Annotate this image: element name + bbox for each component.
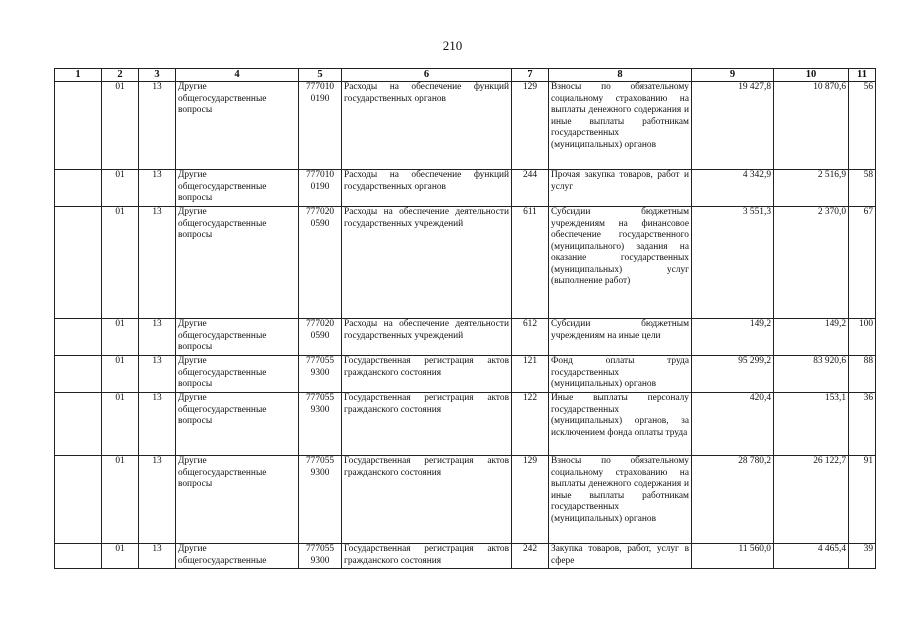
col-header-8: 8 bbox=[549, 69, 692, 82]
cell-percent: 88 bbox=[849, 356, 876, 393]
table-row bbox=[55, 544, 876, 569]
cell-subsection: 13 bbox=[139, 82, 176, 170]
cell-target-article: 777020 0590 bbox=[299, 319, 342, 356]
cell-actual: 26 122,7 bbox=[774, 456, 849, 544]
cell-target-article: 777010 0190 bbox=[299, 170, 342, 207]
table-row bbox=[55, 82, 876, 170]
cell-plan: 11 560,0 bbox=[692, 544, 774, 569]
cell-percent: 39 bbox=[849, 544, 876, 569]
col-header-4: 4 bbox=[176, 69, 299, 82]
cell-expense-type: 611 bbox=[512, 207, 549, 319]
col-header-2: 2 bbox=[102, 69, 139, 82]
cell-article-name: Государственная регистрация актов гражданского состояния bbox=[342, 544, 512, 569]
cell-col1 bbox=[55, 319, 102, 356]
cell-percent: 91 bbox=[849, 456, 876, 544]
cell-article-name: Расходы на обеспечение функций государственных органов bbox=[342, 170, 512, 207]
cell-expense-desc: Прочая закупка товаров, работ и услуг bbox=[549, 170, 692, 207]
cell-subsection: 13 bbox=[139, 393, 176, 456]
cell-plan: 95 299,2 bbox=[692, 356, 774, 393]
cell-section-name: Другие общегосударственные вопросы bbox=[176, 319, 299, 356]
col-header-11: 11 bbox=[849, 69, 876, 82]
cell-subsection: 13 bbox=[139, 319, 176, 356]
cell-expense-desc: Субсидии бюджетным учреждениям на финансовое обеспечение государственного (муниципального) задания на оказание государственных (муниципальных) услуг (выполнение работ) bbox=[549, 207, 692, 319]
col-header-1: 1 bbox=[55, 69, 102, 82]
budget-table bbox=[54, 68, 876, 569]
cell-article-name: Расходы на обеспечение деятельности государственных учреждений bbox=[342, 207, 512, 319]
col-header-9: 9 bbox=[692, 69, 774, 82]
cell-expense-type: 122 bbox=[512, 393, 549, 456]
cell-expense-desc: Иные выплаты персоналу государственных (муниципальных) органов, за исключением фонда оплаты труда bbox=[549, 393, 692, 456]
cell-section-name: Другие общегосударственные bbox=[176, 544, 299, 569]
cell-expense-desc: Субсидии бюджетным учреждениям на иные цели bbox=[549, 319, 692, 356]
cell-actual: 149,2 bbox=[774, 319, 849, 356]
cell-subsection: 13 bbox=[139, 356, 176, 393]
cell-actual: 4 465,4 bbox=[774, 544, 849, 569]
cell-col1 bbox=[55, 456, 102, 544]
cell-section-name: Другие общегосударственные вопросы bbox=[176, 456, 299, 544]
cell-actual: 2 370,0 bbox=[774, 207, 849, 319]
page-number: 210 bbox=[442, 38, 463, 53]
table-row bbox=[55, 356, 876, 393]
cell-section: 01 bbox=[102, 170, 139, 207]
cell-col1 bbox=[55, 82, 102, 170]
cell-plan: 149,2 bbox=[692, 319, 774, 356]
cell-expense-type: 129 bbox=[512, 456, 549, 544]
cell-col1 bbox=[55, 544, 102, 569]
cell-percent: 56 bbox=[849, 82, 876, 170]
col-header-3: 3 bbox=[139, 69, 176, 82]
cell-target-article: 777055 9300 bbox=[299, 544, 342, 569]
cell-col1 bbox=[55, 170, 102, 207]
cell-subsection: 13 bbox=[139, 170, 176, 207]
cell-target-article: 777055 9300 bbox=[299, 356, 342, 393]
cell-section-name: Другие общегосударственные вопросы bbox=[176, 393, 299, 456]
cell-section: 01 bbox=[102, 82, 139, 170]
cell-percent: 58 bbox=[849, 170, 876, 207]
col-header-7: 7 bbox=[512, 69, 549, 82]
cell-target-article: 777010 0190 bbox=[299, 82, 342, 170]
cell-percent: 67 bbox=[849, 207, 876, 319]
cell-actual: 153,1 bbox=[774, 393, 849, 456]
cell-subsection: 13 bbox=[139, 544, 176, 569]
cell-section-name: Другие общегосударственные вопросы bbox=[176, 207, 299, 319]
cell-section: 01 bbox=[102, 356, 139, 393]
cell-expense-type: 242 bbox=[512, 544, 549, 569]
cell-section: 01 bbox=[102, 393, 139, 456]
cell-expense-desc: Закупка товаров, работ, услуг в сфере bbox=[549, 544, 692, 569]
cell-section-name: Другие общегосударственные вопросы bbox=[176, 356, 299, 393]
cell-section: 01 bbox=[102, 544, 139, 569]
cell-actual: 10 870,6 bbox=[774, 82, 849, 170]
cell-expense-type: 121 bbox=[512, 356, 549, 393]
table-row bbox=[55, 319, 876, 356]
cell-expense-type: 129 bbox=[512, 82, 549, 170]
cell-article-name: Государственная регистрация актов гражданского состояния bbox=[342, 356, 512, 393]
cell-expense-desc: Взносы по обязательному социальному страхованию на выплаты денежного содержания и иные выплаты работникам государственных (муниципальных) органов bbox=[549, 82, 692, 170]
cell-section: 01 bbox=[102, 456, 139, 544]
cell-actual: 83 920,6 bbox=[774, 356, 849, 393]
cell-section-name: Другие общегосударственные вопросы bbox=[176, 82, 299, 170]
col-header-10: 10 bbox=[774, 69, 849, 82]
cell-plan: 28 780,2 bbox=[692, 456, 774, 544]
cell-article-name: Расходы на обеспечение функций государственных органов bbox=[342, 82, 512, 170]
cell-subsection: 13 bbox=[139, 207, 176, 319]
cell-subsection: 13 bbox=[139, 456, 176, 544]
cell-section: 01 bbox=[102, 319, 139, 356]
cell-percent: 36 bbox=[849, 393, 876, 456]
table-row bbox=[55, 456, 876, 544]
col-header-6: 6 bbox=[342, 69, 512, 82]
cell-target-article: 777020 0590 bbox=[299, 207, 342, 319]
cell-expense-type: 244 bbox=[512, 170, 549, 207]
cell-target-article: 777055 9300 bbox=[299, 456, 342, 544]
cell-expense-type: 612 bbox=[512, 319, 549, 356]
cell-col1 bbox=[55, 356, 102, 393]
col-header-5: 5 bbox=[299, 69, 342, 82]
cell-plan: 3 551,3 bbox=[692, 207, 774, 319]
table-row bbox=[55, 207, 876, 319]
cell-target-article: 777055 9300 bbox=[299, 393, 342, 456]
cell-article-name: Государственная регистрация актов гражданского состояния bbox=[342, 456, 512, 544]
cell-expense-desc: Взносы по обязательному социальному страхованию на выплаты денежного содержания и иные выплаты работникам государственных (муниципальных) органов bbox=[549, 456, 692, 544]
cell-col1 bbox=[55, 393, 102, 456]
cell-section: 01 bbox=[102, 207, 139, 319]
cell-actual: 2 516,9 bbox=[774, 170, 849, 207]
cell-plan: 4 342,9 bbox=[692, 170, 774, 207]
cell-article-name: Расходы на обеспечение деятельности государственных учреждений bbox=[342, 319, 512, 356]
cell-expense-desc: Фонд оплаты труда государственных (муниципальных) органов bbox=[549, 356, 692, 393]
cell-percent: 100 bbox=[849, 319, 876, 356]
cell-article-name: Государственная регистрация актов гражданского состояния bbox=[342, 393, 512, 456]
cell-plan: 19 427,8 bbox=[692, 82, 774, 170]
header-row bbox=[55, 69, 876, 82]
cell-plan: 420,4 bbox=[692, 393, 774, 456]
table-row bbox=[55, 170, 876, 207]
table-row bbox=[55, 393, 876, 456]
cell-col1 bbox=[55, 207, 102, 319]
cell-section-name: Другие общегосударственные вопросы bbox=[176, 170, 299, 207]
